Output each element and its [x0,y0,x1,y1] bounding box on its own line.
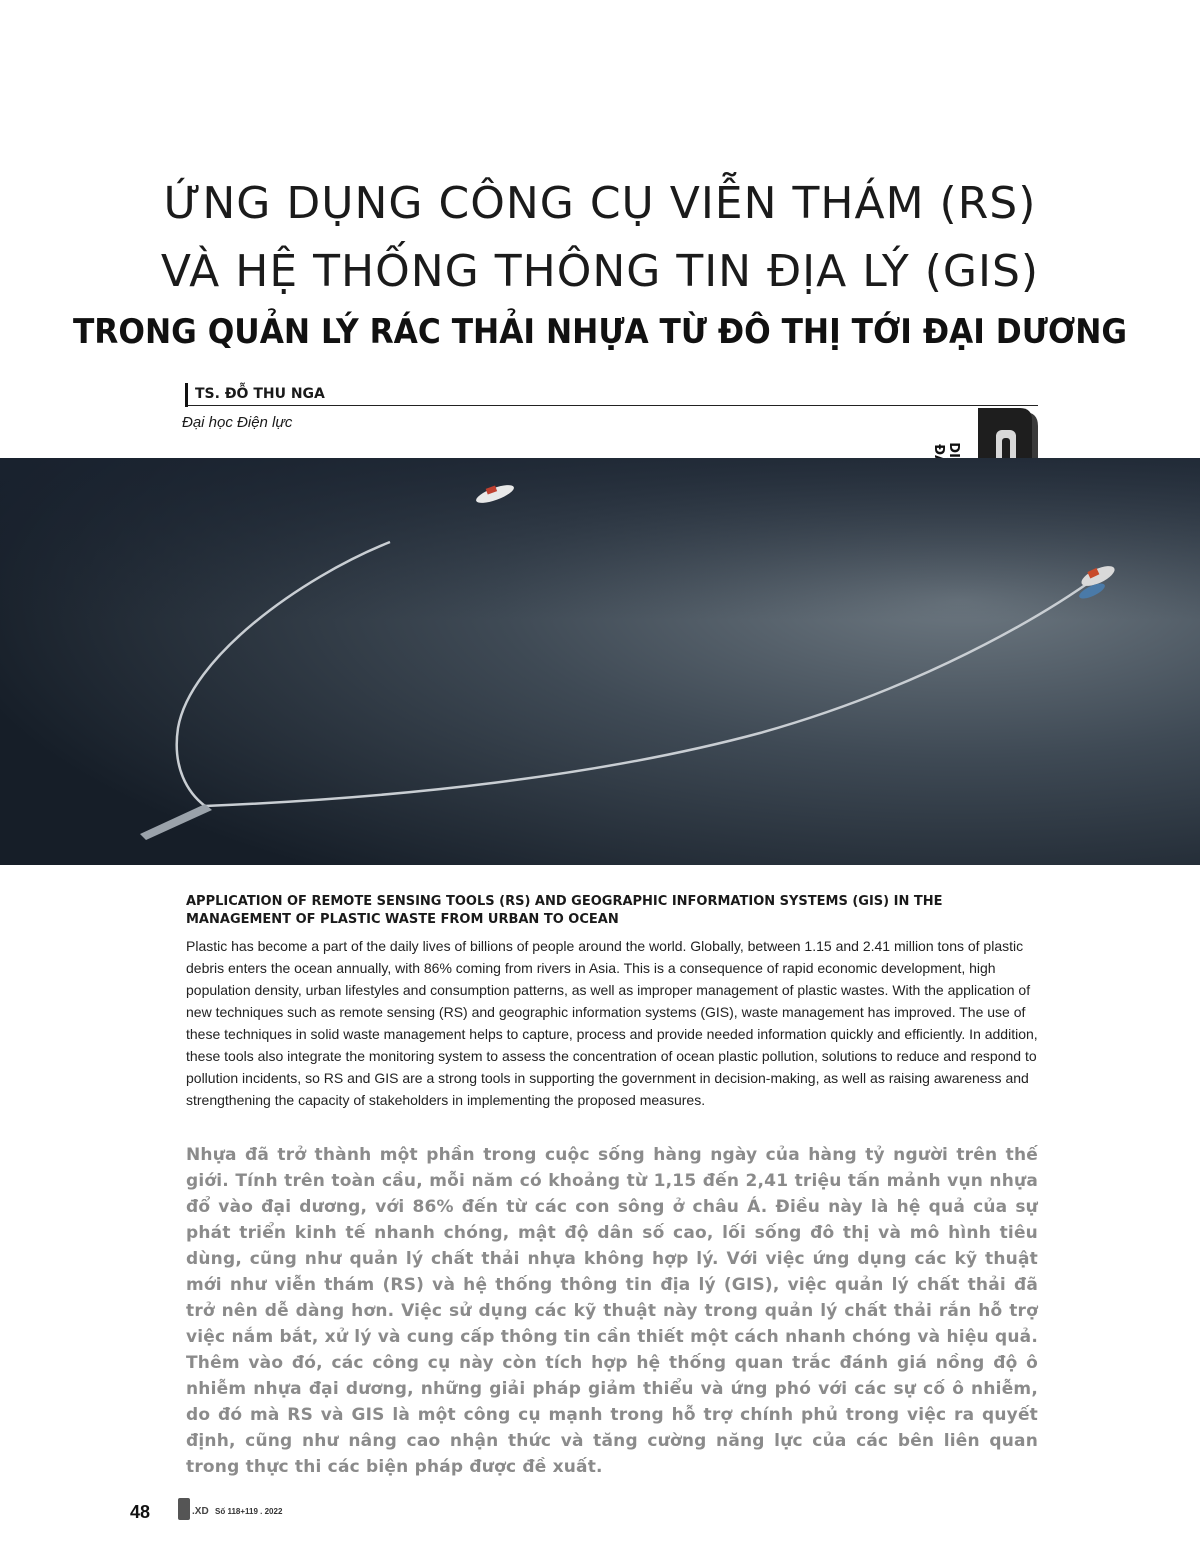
vietnamese-abstract: Nhựa đã trở thành một phần trong cuộc sống hàng ngày của hàng tỷ người trên thế giới. Tính trên toàn cầu, mỗi năm có khoảng từ 1,15 đến 2,41 triệu tấn mảnh vụn nhựa đổ vào đại dương, với 86% đến từ các con sông ở châu Á. Điều này là hệ quả của sự phát triển kinh tế nhanh chóng, mật độ dân số cao, lối sống đô thị và mô hình tiêu dùng, cũng như quản lý chất thải nhựa không hợp lý. Với việc ứng dụng các kỹ thuật mới như viễn thám (RS) và hệ thống thông tin địa lý (GIS), việc quản lý chất thải đã trở nên dễ dàng hơn. Việc sử dụng các kỹ thuật này trong quản lý chất thải rắn hỗ trợ việc nắm bắt, xử lý và cung cấp thông tin cần thiết một cách nhanh chóng và hiệu quả. Thêm vào đó, các công cụ này còn tích hợp hệ thống quan trắc đánh giá nồng độ ô nhiễm nhựa đại dương, những giải pháp giảm thiểu và ứng phó với các sự cố ô nhiễm, do đó mà RS và GIS là một công cụ mạnh trong hỗ trợ chính phủ trong việc ra quyết định, cũng như nâng cao nhận thức và tăng cường năng lực của các bên liên quan trong thực thi các biện pháp được đề xuất. [186,1145,1038,1477]
author-affiliation: Đại học Điện lực [182,414,293,431]
author-divider [188,405,1038,406]
title-line-3: TRONG QUẢN LÝ RÁC THẢI NHỰA TỪ ĐÔ THỊ TỚI ĐẠI DƯƠNG [72,312,1128,352]
magazine-logo-suffix: .XD [192,1506,209,1517]
ocean-cleanup-photo [0,458,1200,865]
issue-number: Số 118+119 . 2022 [215,1507,283,1516]
author-accent-bar [185,383,188,407]
page-number: 48 [130,1502,151,1522]
english-abstract-title: APPLICATION OF REMOTE SENSING TOOLS (RS) AND GEOGRAPHIC INFORMATION SYSTEMS (GIS) IN THE MANAGEMENT OF PLASTIC WASTE FROM URBAN TO OCEAN [186,894,943,927]
english-abstract-body: Plastic has become a part of the daily lives of billions of people around the world. Globally, between 1.15 and 2.41 million tons of plastic debris enters the ocean annually, with 86% coming from rivers in Asia. This is a consequence of rapid economic development, high population density, urban lifestyles and consumption patterns, as well as improper management of plastic wastes. With the application of new techniques such as remote sensing (RS) and geographic information systems (GIS), waste management has improved. The use of these techniques in solid waste management helps to capture, process and provide needed information quickly and efficiently. In addition, these tools also integrate the monitoring system to assess the concentration of ocean plastic pollution, solutions to reduce and respond to pollution incidents, so RS and GIS are a strong tools in supporting the government in decision-making, as well as raising awareness and strengthening the capacity of stakeholders in implementing the proposed measures. [186,938,1038,1108]
title-line-1: ỨNG DỤNG CÔNG CỤ VIỄN THÁM (RS) [163,178,1037,229]
author-name: TS. ĐỖ THU NGA [195,386,325,402]
title-line-2: VÀ HỆ THỐNG THÔNG TIN ĐỊA LÝ (GIS) [160,246,1040,297]
magazine-logo-icon [178,1498,190,1520]
